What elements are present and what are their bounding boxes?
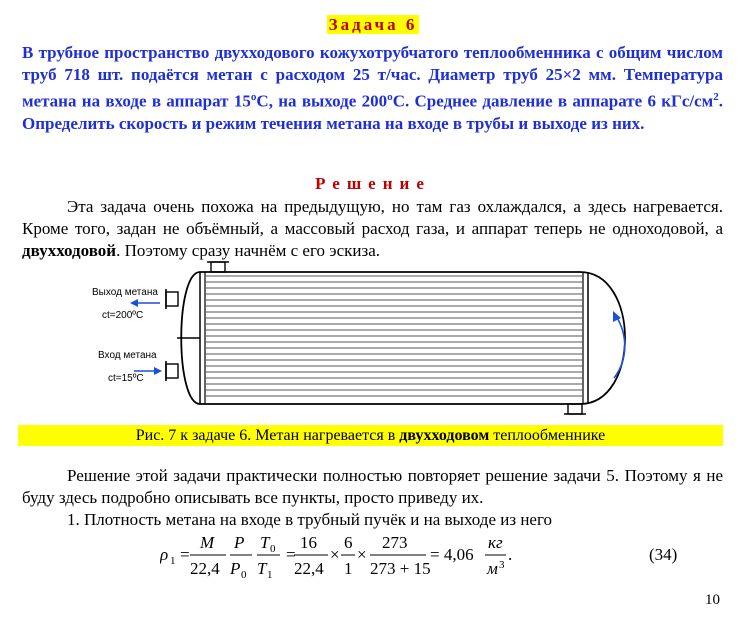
svg-text:6: 6	[344, 533, 353, 552]
svg-text:=: =	[180, 545, 190, 564]
svg-text:=: =	[286, 545, 296, 564]
figure-caption: Рис. 7 к задаче 6. Метан нагревается в двухходовом теплообменнике	[18, 425, 723, 446]
svg-text:= 4,06: = 4,06	[430, 545, 474, 564]
svg-text:1: 1	[267, 569, 273, 581]
inlet-label: Вход метана	[98, 350, 157, 361]
svg-text:T: T	[260, 533, 270, 552]
item-1: 1. Плотность метана на входе в трубный пучёк и на выходе из него	[67, 510, 553, 529]
svg-text:×: ×	[330, 545, 340, 564]
svg-text:16: 16	[300, 533, 317, 552]
svg-text:P: P	[230, 559, 241, 578]
svg-text:ρ: ρ	[160, 545, 169, 564]
svg-text:P: P	[234, 533, 245, 552]
solution-paragraph-2: Решение этой задачи практически полностью повторяет решение задачи 5. Поэтому я не буду здесь подробно описывать все пункты, просто приведу их.	[22, 466, 723, 507]
svg-text:0: 0	[241, 569, 247, 581]
solution-paragraph-1: Эта задача очень похожа на предыдущую, но там газ охлаждался, а здесь нагревается. Кроме того, задан не объёмный, а массовый расход газа, и аппарат теперь не одноходовой, а двухходовой. Поэтому сразу начнём с его эскиза.	[22, 197, 723, 260]
svg-text:1: 1	[170, 555, 176, 567]
svg-text:M: M	[200, 533, 215, 552]
svg-text:×: ×	[357, 545, 367, 564]
svg-text:.: .	[508, 545, 513, 564]
solution-heading: Решение	[315, 174, 431, 193]
svg-text:1: 1	[344, 559, 353, 578]
svg-text:22,4: 22,4	[190, 559, 220, 578]
outlet-temperature: ct=200ºC	[102, 310, 144, 321]
page-number: 10	[705, 592, 720, 608]
tube-bundle	[205, 276, 583, 396]
inlet-temperature: ct=15ºC	[108, 373, 144, 384]
svg-text:3: 3	[499, 559, 505, 571]
equation-number: (34)	[649, 545, 678, 564]
svg-text:273 + 15: 273 + 15	[370, 559, 431, 578]
outlet-label: Выход метана	[92, 287, 158, 298]
svg-text:22,4: 22,4	[294, 559, 324, 578]
svg-text:0: 0	[270, 543, 276, 555]
heat-exchanger-sketch	[80, 258, 660, 424]
svg-text:T: T	[257, 559, 267, 578]
svg-text:кг: кг	[488, 533, 503, 552]
svg-text:м: м	[487, 559, 498, 578]
problem-statement: В трубное пространство двухходового кожухотрубчатого теплообменника с общим числом труб 718 шт. подаётся метан с расходом 25 т/час. Диаметр труб 25×2 мм. Температура метана на входе в аппарат 15ºС, на выходе 200ºС. Среднее давление в аппарате 6 кГс/$см^2$. Определить скорость и режим течения метана на входе в трубы и выходе из них.	[22, 43, 723, 133]
problem-title: Задача 6	[328, 15, 418, 34]
density-formula	[160, 528, 580, 582]
svg-text:273: 273	[382, 533, 408, 552]
